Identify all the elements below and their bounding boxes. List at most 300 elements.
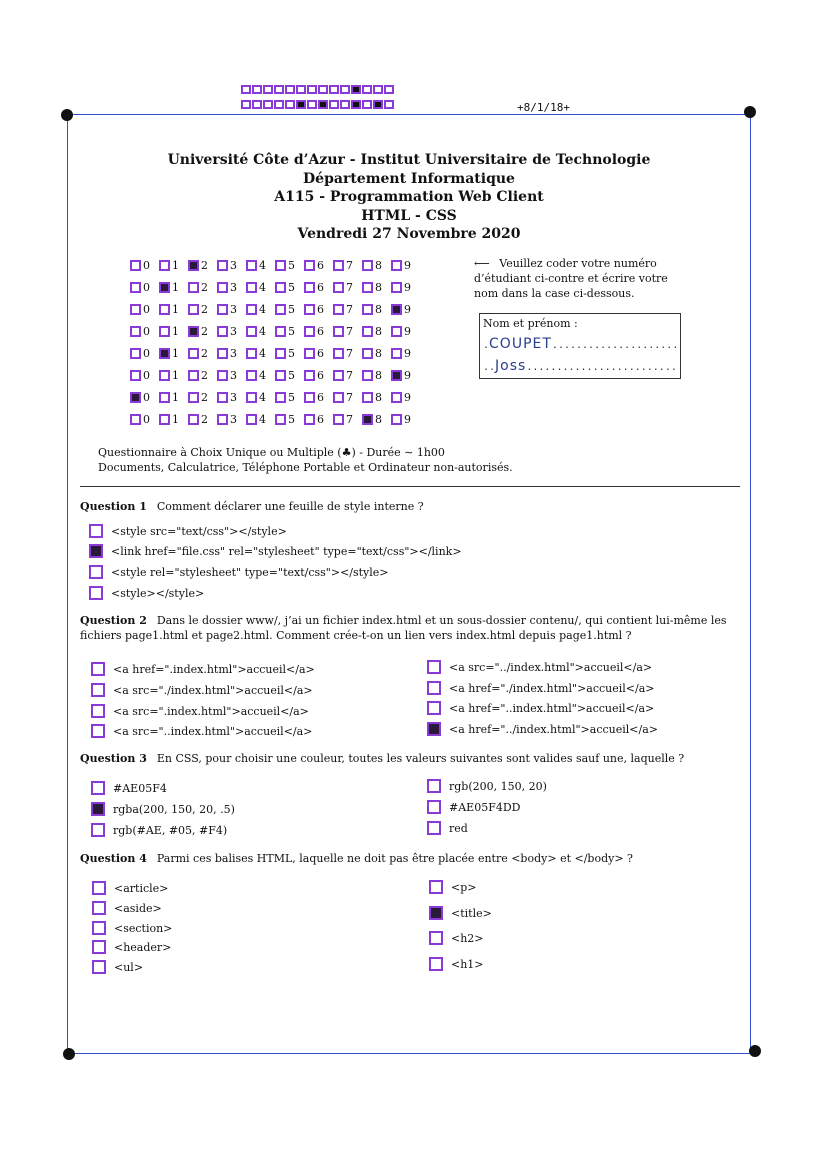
description-line-1: Questionnaire à Choix Unique ou Multiple (♣) - Durée ∼ 1h00: [98, 446, 445, 459]
digit-checkbox[interactable]: [159, 304, 170, 315]
digit-label: 5: [288, 368, 295, 382]
barcode-cell: [373, 85, 383, 94]
digit-cell[interactable]: [362, 281, 391, 294]
q4-option-4[interactable]: <header>: [92, 940, 171, 954]
digit-label: 5: [288, 390, 295, 404]
checkbox[interactable]: [429, 880, 443, 894]
digit-label: 2: [201, 368, 208, 382]
checkbox[interactable]: [91, 662, 105, 676]
digit-cell[interactable]: [275, 369, 304, 382]
question-2-label: Question 2: [80, 614, 147, 627]
checkbox[interactable]: [91, 781, 105, 795]
digit-cell[interactable]: [304, 391, 333, 404]
digit-cell[interactable]: [217, 391, 246, 404]
digit-label: 7: [346, 258, 353, 272]
digit-label: 0: [143, 258, 150, 272]
digit-checkbox[interactable]: [362, 326, 373, 337]
digit-cell[interactable]: [333, 391, 362, 404]
digit-checkbox[interactable]: [217, 304, 228, 315]
digit-label: 8: [375, 324, 382, 338]
digit-label: 0: [143, 390, 150, 404]
digit-cell[interactable]: [333, 347, 362, 360]
header-university: Université Côte d’Azur - Institut Universitaire de Technologie: [167, 152, 651, 168]
q1-option-4[interactable]: <style></style>: [89, 586, 204, 600]
checkbox[interactable]: [91, 823, 105, 837]
checkbox[interactable]: [91, 704, 105, 718]
digit-cell[interactable]: [333, 369, 362, 382]
digit-checkbox[interactable]: [304, 392, 315, 403]
q3-option-6[interactable]: red: [427, 821, 468, 835]
digit-checkbox[interactable]: [362, 304, 373, 315]
digit-checkbox[interactable]: [362, 392, 373, 403]
q2-option-3[interactable]: <a src=".index.html">accueil</a>: [91, 704, 309, 718]
q4-option-1[interactable]: <article>: [92, 881, 168, 895]
digit-cell[interactable]: [246, 347, 275, 360]
handwritten-firstname: Joss: [495, 358, 527, 374]
digit-cell[interactable]: [333, 281, 362, 294]
digit-cell[interactable]: [275, 259, 304, 272]
instructions: [474, 256, 686, 301]
digit-label: 4: [259, 412, 266, 426]
digit-label: 9: [404, 390, 411, 404]
digit-checkbox[interactable]: [130, 282, 141, 293]
digit-checkbox[interactable]: [333, 260, 344, 271]
digit-checkbox[interactable]: [130, 260, 141, 271]
digit-cell[interactable]: [304, 303, 333, 316]
digit-checkbox[interactable]: [159, 414, 170, 425]
digit-checkbox[interactable]: [391, 392, 402, 403]
digit-cell[interactable]: [362, 369, 391, 382]
checkbox[interactable]: [91, 724, 105, 738]
digit-cell[interactable]: [362, 347, 391, 360]
digit-cell[interactable]: [275, 325, 304, 338]
digit-cell[interactable]: [217, 281, 246, 294]
digit-cell[interactable]: [130, 325, 159, 338]
digit-checkbox[interactable]: [362, 282, 373, 293]
q3-option-1[interactable]: #AE05F4: [91, 781, 167, 795]
question-3-text: En CSS, pour choisir une couleur, toutes les valeurs suivantes sont valides sauf une, laquelle ?: [156, 752, 685, 765]
barcode-cell: [340, 85, 350, 94]
digit-cell[interactable]: [391, 369, 420, 382]
digit-checkbox[interactable]: [188, 348, 199, 359]
checkbox[interactable]: [92, 921, 106, 935]
barcode-cell: [318, 100, 328, 109]
digit-checkbox[interactable]: [304, 304, 315, 315]
digit-checkbox[interactable]: [188, 282, 199, 293]
digit-checkbox[interactable]: [217, 260, 228, 271]
digit-checkbox[interactable]: [188, 260, 199, 271]
digit-checkbox[interactable]: [304, 326, 315, 337]
barcode-cell: [362, 85, 372, 94]
digit-cell[interactable]: [217, 303, 246, 316]
digit-checkbox[interactable]: [362, 348, 373, 359]
checkbox[interactable]: [92, 940, 106, 954]
digit-cell[interactable]: [159, 391, 188, 404]
checkbox[interactable]: [92, 960, 106, 974]
digit-cell[interactable]: [391, 325, 420, 338]
question-2: [80, 613, 742, 643]
digit-label: 8: [375, 258, 382, 272]
digit-checkbox[interactable]: [362, 414, 373, 425]
digit-checkbox[interactable]: [246, 370, 257, 381]
header-course: A115 - Programmation Web Client: [274, 189, 544, 205]
barcode-cell: [373, 100, 383, 109]
digit-cell[interactable]: [188, 281, 217, 294]
digit-checkbox[interactable]: [391, 260, 402, 271]
digit-checkbox[interactable]: [217, 326, 228, 337]
q4-option-7[interactable]: <title>: [429, 906, 492, 920]
q4-option-2[interactable]: <aside>: [92, 901, 162, 915]
digit-cell[interactable]: [188, 259, 217, 272]
checkbox[interactable]: [427, 701, 441, 715]
barcode-cell: [362, 100, 372, 109]
barcode-cell: [351, 100, 361, 109]
digit-checkbox[interactable]: [188, 414, 199, 425]
digit-label: 1: [172, 302, 179, 316]
digit-label: 1: [172, 324, 179, 338]
digit-cell[interactable]: [159, 347, 188, 360]
digit-cell[interactable]: [333, 259, 362, 272]
digit-checkbox[interactable]: [188, 326, 199, 337]
barcode-cell: [307, 85, 317, 94]
digit-cell[interactable]: [159, 413, 188, 426]
digit-checkbox[interactable]: [246, 392, 257, 403]
q2-option-1[interactable]: <a href=".index.html">accueil</a>: [91, 662, 315, 676]
digit-label: 1: [172, 368, 179, 382]
q2-option-7[interactable]: <a href="..index.html">accueil</a>: [427, 701, 654, 715]
checkbox[interactable]: [89, 544, 103, 558]
digit-cell[interactable]: [362, 303, 391, 316]
digit-cell[interactable]: [188, 347, 217, 360]
digit-cell[interactable]: [362, 325, 391, 338]
q2-option-4[interactable]: <a src="..index.html">accueil</a>: [91, 724, 312, 738]
digit-label: 5: [288, 412, 295, 426]
barcode-cell: [252, 100, 262, 109]
header-subject: HTML - CSS: [361, 207, 457, 224]
checkbox[interactable]: [92, 881, 106, 895]
checkbox[interactable]: [91, 683, 105, 697]
digit-cell[interactable]: [246, 325, 275, 338]
digit-label: 1: [172, 412, 179, 426]
q3-option-3[interactable]: rgb(#AE, #05, #F4): [91, 823, 227, 837]
digit-label: 0: [143, 412, 150, 426]
digit-checkbox[interactable]: [246, 326, 257, 337]
digit-checkbox[interactable]: [391, 282, 402, 293]
digit-checkbox[interactable]: [333, 370, 344, 381]
digit-cell[interactable]: [130, 369, 159, 382]
exam-header: [67, 151, 751, 244]
checkbox[interactable]: [427, 779, 441, 793]
digit-cell[interactable]: [391, 303, 420, 316]
digit-label: 2: [201, 390, 208, 404]
digit-checkbox[interactable]: [217, 282, 228, 293]
checkbox[interactable]: [427, 660, 441, 674]
name-box[interactable]: [479, 313, 681, 379]
digit-label: 7: [346, 390, 353, 404]
digit-cell[interactable]: [362, 413, 391, 426]
checkbox[interactable]: [427, 821, 441, 835]
q1-option-3[interactable]: <style rel="stylesheet" type="text/css"></style>: [89, 565, 389, 579]
q3-option-4[interactable]: rgb(200, 150, 20): [427, 779, 547, 793]
q1-option-1[interactable]: <style src="text/css"></style>: [89, 524, 287, 538]
digit-checkbox[interactable]: [391, 414, 402, 425]
digit-checkbox[interactable]: [391, 326, 402, 337]
digit-cell[interactable]: [275, 391, 304, 404]
digit-cell[interactable]: [159, 259, 188, 272]
digit-cell[interactable]: [333, 303, 362, 316]
digit-checkbox[interactable]: [275, 370, 286, 381]
question-2-text: Dans le dossier www/, j’ai un fichier index.html et un sous-dossier contenu/, qui contient lui-même les fichiers page1.html et page2.html. Comment crée-t-on un lien vers index.html depuis page1.html ?: [80, 614, 727, 642]
q4-option-9[interactable]: <h1>: [429, 957, 484, 971]
question-3: [80, 751, 740, 766]
digit-label: 8: [375, 390, 382, 404]
digit-checkbox[interactable]: [304, 348, 315, 359]
digit-cell[interactable]: [130, 259, 159, 272]
digit-checkbox[interactable]: [275, 414, 286, 425]
digit-cell[interactable]: [362, 391, 391, 404]
handwritten-lastname: COUPET: [489, 336, 552, 352]
name-box-label: Nom et prénom :: [483, 317, 578, 330]
digit-checkbox[interactable]: [362, 370, 373, 381]
digit-checkbox[interactable]: [130, 326, 141, 337]
barcode-row-2: [241, 100, 394, 109]
digit-label: 4: [259, 280, 266, 294]
digit-checkbox[interactable]: [130, 348, 141, 359]
digit-label: 5: [288, 346, 295, 360]
digit-cell[interactable]: [188, 325, 217, 338]
digit-label: 4: [259, 258, 266, 272]
digit-label: 9: [404, 258, 411, 272]
digit-cell[interactable]: [275, 303, 304, 316]
digit-cell[interactable]: [217, 325, 246, 338]
digit-checkbox[interactable]: [217, 392, 228, 403]
digit-checkbox[interactable]: [391, 304, 402, 315]
barcode-cell: [384, 100, 394, 109]
digit-label: 8: [375, 302, 382, 316]
digit-checkbox[interactable]: [217, 414, 228, 425]
digit-checkbox[interactable]: [333, 282, 344, 293]
digit-cell[interactable]: [217, 259, 246, 272]
digit-checkbox[interactable]: [333, 304, 344, 315]
name-line-1: .COUPET.....................: [483, 336, 679, 352]
digit-checkbox[interactable]: [275, 304, 286, 315]
digit-cell[interactable]: [391, 347, 420, 360]
checkbox[interactable]: [427, 681, 441, 695]
digit-cell[interactable]: [130, 413, 159, 426]
question-1-text: Comment déclarer une feuille de style interne ?: [156, 500, 424, 513]
digit-checkbox[interactable]: [275, 326, 286, 337]
digit-label: 9: [404, 412, 411, 426]
digit-checkbox[interactable]: [304, 370, 315, 381]
digit-checkbox[interactable]: [188, 370, 199, 381]
q4-option-6[interactable]: <p>: [429, 880, 476, 894]
digit-cell[interactable]: [188, 391, 217, 404]
digit-label: 6: [317, 258, 324, 272]
digit-cell[interactable]: [333, 325, 362, 338]
barcode-cell: [285, 85, 295, 94]
q4-option-5[interactable]: <ul>: [92, 960, 143, 974]
digit-checkbox[interactable]: [391, 348, 402, 359]
digit-checkbox[interactable]: [130, 370, 141, 381]
q2-option-6[interactable]: <a href="./index.html">accueil</a>: [427, 681, 654, 695]
digit-cell[interactable]: [275, 413, 304, 426]
q2-option-2[interactable]: <a src="./index.html">accueil</a>: [91, 683, 313, 697]
digit-cell[interactable]: [246, 391, 275, 404]
question-1: [80, 499, 740, 514]
digit-cell[interactable]: [188, 369, 217, 382]
digit-checkbox[interactable]: [275, 348, 286, 359]
digit-cell[interactable]: [130, 303, 159, 316]
digit-cell[interactable]: [275, 347, 304, 360]
digit-checkbox[interactable]: [159, 326, 170, 337]
digit-label: 5: [288, 302, 295, 316]
grid-row: [130, 408, 420, 430]
digit-cell[interactable]: [304, 369, 333, 382]
digit-label: 0: [143, 324, 150, 338]
digit-checkbox[interactable]: [217, 348, 228, 359]
checkbox[interactable]: [89, 586, 103, 600]
digit-checkbox[interactable]: [246, 348, 257, 359]
checkbox[interactable]: [429, 906, 443, 920]
digit-label: 4: [259, 390, 266, 404]
checkbox[interactable]: [89, 524, 103, 538]
digit-checkbox[interactable]: [246, 414, 257, 425]
digit-cell[interactable]: [391, 281, 420, 294]
digit-label: 1: [172, 390, 179, 404]
question-4-label: Question 4: [80, 852, 147, 865]
digit-checkbox[interactable]: [362, 260, 373, 271]
digit-label: 7: [346, 346, 353, 360]
digit-checkbox[interactable]: [333, 414, 344, 425]
digit-label: 0: [143, 280, 150, 294]
digit-label: 8: [375, 280, 382, 294]
digit-checkbox[interactable]: [275, 260, 286, 271]
left-arrow-icon: ⟵: [474, 257, 490, 270]
digit-checkbox[interactable]: [275, 282, 286, 293]
digit-checkbox[interactable]: [333, 392, 344, 403]
digit-label: 2: [201, 346, 208, 360]
digit-cell[interactable]: [246, 281, 275, 294]
digit-cell[interactable]: [159, 281, 188, 294]
digit-cell[interactable]: [391, 391, 420, 404]
digit-checkbox[interactable]: [159, 370, 170, 381]
digit-cell[interactable]: [246, 259, 275, 272]
digit-cell[interactable]: [333, 413, 362, 426]
digit-checkbox[interactable]: [188, 392, 199, 403]
digit-cell[interactable]: [159, 303, 188, 316]
digit-label: 4: [259, 368, 266, 382]
digit-cell[interactable]: [159, 369, 188, 382]
digit-label: 8: [375, 412, 382, 426]
digit-cell[interactable]: [217, 369, 246, 382]
barcode-cell: [384, 85, 394, 94]
checkbox[interactable]: [427, 800, 441, 814]
checkbox[interactable]: [92, 901, 106, 915]
digit-label: 9: [404, 302, 411, 316]
q3-option-2[interactable]: rgba(200, 150, 20, .5): [91, 802, 235, 816]
digit-checkbox[interactable]: [246, 260, 257, 271]
digit-cell[interactable]: [130, 347, 159, 360]
digit-checkbox[interactable]: [159, 260, 170, 271]
checkbox[interactable]: [89, 565, 103, 579]
digit-checkbox[interactable]: [159, 392, 170, 403]
digit-checkbox[interactable]: [217, 370, 228, 381]
q4-option-8[interactable]: <h2>: [429, 931, 484, 945]
digit-label: 0: [143, 368, 150, 382]
digit-checkbox[interactable]: [188, 304, 199, 315]
checkbox[interactable]: [429, 957, 443, 971]
digit-label: 9: [404, 280, 411, 294]
q2-option-8[interactable]: <a href="../index.html">accueil</a>: [427, 722, 658, 736]
digit-checkbox[interactable]: [130, 392, 141, 403]
digit-cell[interactable]: [188, 413, 217, 426]
grid-row: [130, 298, 420, 320]
digit-cell[interactable]: [304, 259, 333, 272]
checkbox[interactable]: [427, 722, 441, 736]
digit-checkbox[interactable]: [246, 282, 257, 293]
corner-mark-bottom-right: [749, 1045, 761, 1057]
q4-option-3[interactable]: <section>: [92, 921, 172, 935]
digit-cell[interactable]: [246, 413, 275, 426]
digit-cell[interactable]: [188, 303, 217, 316]
digit-label: 6: [317, 368, 324, 382]
digit-label: 1: [172, 346, 179, 360]
question-4-text: Parmi ces balises HTML, laquelle ne doit pas être placée entre <body> et </body> ?: [156, 852, 633, 865]
grid-row: [130, 364, 420, 386]
digit-checkbox[interactable]: [246, 304, 257, 315]
barcode-cell: [329, 100, 339, 109]
digit-cell[interactable]: [362, 259, 391, 272]
digit-label: 4: [259, 324, 266, 338]
digit-cell[interactable]: [130, 391, 159, 404]
q1-option-2[interactable]: <link href="file.css" rel="stylesheet" type="text/css"></link>: [89, 544, 462, 558]
digit-cell[interactable]: [304, 413, 333, 426]
q3-option-5[interactable]: #AE05F4DD: [427, 800, 520, 814]
digit-cell[interactable]: [304, 347, 333, 360]
digit-checkbox[interactable]: [130, 414, 141, 425]
digit-checkbox[interactable]: [130, 304, 141, 315]
digit-cell[interactable]: [391, 259, 420, 272]
digit-cell[interactable]: [275, 281, 304, 294]
digit-cell[interactable]: [304, 325, 333, 338]
grid-row: [130, 320, 420, 342]
digit-cell[interactable]: [246, 369, 275, 382]
header-department: Département Informatique: [303, 170, 515, 187]
q2-option-5[interactable]: <a src="../index.html">accueil</a>: [427, 660, 652, 674]
digit-checkbox[interactable]: [304, 282, 315, 293]
digit-cell[interactable]: [391, 413, 420, 426]
digit-checkbox[interactable]: [275, 392, 286, 403]
digit-checkbox[interactable]: [304, 260, 315, 271]
digit-checkbox[interactable]: [333, 326, 344, 337]
digit-checkbox[interactable]: [159, 348, 170, 359]
digit-checkbox[interactable]: [391, 370, 402, 381]
barcode-cell: [263, 100, 273, 109]
corner-mark-top-left: [61, 109, 73, 121]
digit-checkbox[interactable]: [333, 348, 344, 359]
digit-checkbox[interactable]: [304, 414, 315, 425]
digit-cell[interactable]: [246, 303, 275, 316]
digit-cell[interactable]: [304, 281, 333, 294]
digit-cell[interactable]: [130, 281, 159, 294]
digit-cell[interactable]: [217, 347, 246, 360]
question-1-label: Question 1: [80, 500, 147, 513]
digit-cell[interactable]: [159, 325, 188, 338]
checkbox[interactable]: [91, 802, 105, 816]
digit-checkbox[interactable]: [159, 282, 170, 293]
checkbox[interactable]: [429, 931, 443, 945]
digit-cell[interactable]: [217, 413, 246, 426]
